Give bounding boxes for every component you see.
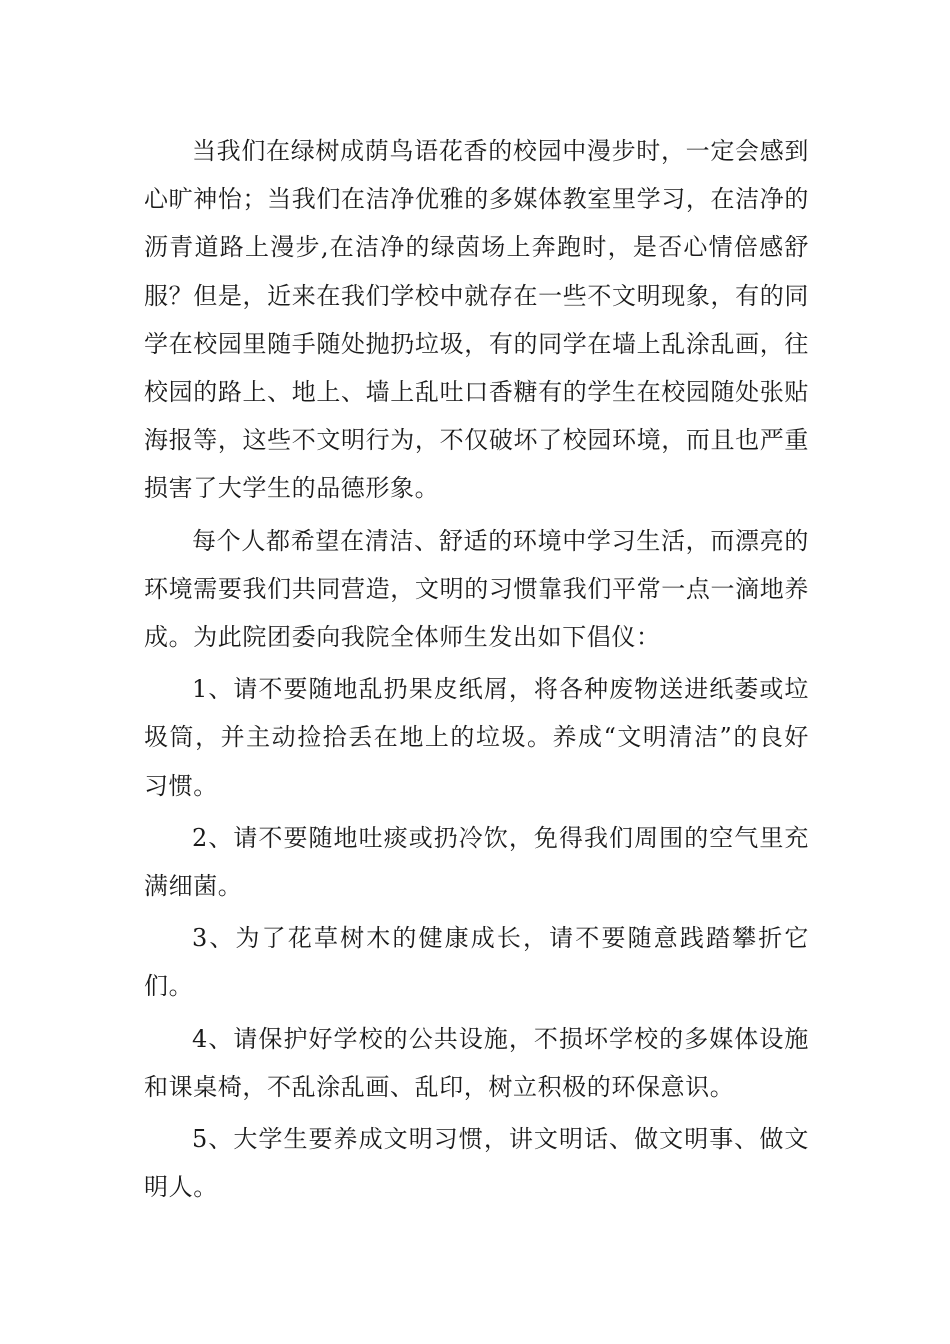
proposal-item-2: 2、请不要随地吐痰或扔冷饮，免得我们周围的空气里充满细菌。 bbox=[144, 823, 809, 901]
intro-paragraph: 当我们在绿树成荫鸟语花香的校园中漫步时，一定会感到心旷神怡；当我们在洁净优雅的多媒体教室里学习，在洁净的沥青道路上漫步,在洁净的绿茵场上奔跑时，是否心情倍感舒服？但是，近来在我们学校中就存在一些不文明现象，有的同学在校园里随手随处抛扔垃圾，有的同学在墙上乱涂乱画，往校园的路上、地上、墙上乱吐口香糖有的学生在校园随处张贴海报等，这些不文明行为，不仅破坏了校园环境，而且也严重损害了大学生的品德形象。 bbox=[144, 137, 809, 503]
proposal-item-4: 4、请保护好学校的公共设施，不损坏学校的多媒体设施和课桌椅，不乱涂乱画、乱印，树立积极的环保意识。 bbox=[144, 1024, 809, 1101]
document-body bbox=[144, 127, 809, 1211]
proposal-item-1: 1、请不要随地乱扔果皮纸屑，将各种废物送进纸萎或垃圾筒，并主动捡拾丢在地上的垃圾。养成“文明清洁”的良好习惯。 bbox=[144, 675, 809, 800]
proposal-item-5: 5、大学生要养成文明习惯，讲文明话、做文明事、做文明人。 bbox=[144, 1125, 809, 1202]
appeal-paragraph: 每个人都希望在清洁、舒适的环境中学习生活，而漂亮的环境需要我们共同营造，文明的习惯靠我们平常一点一滴地养成。为此院团委向我院全体师生发出如下倡仪： bbox=[144, 526, 809, 652]
proposal-item-3: 3、为了花草树木的健康成长，请不要随意践踏攀折它们。 bbox=[144, 924, 809, 1001]
